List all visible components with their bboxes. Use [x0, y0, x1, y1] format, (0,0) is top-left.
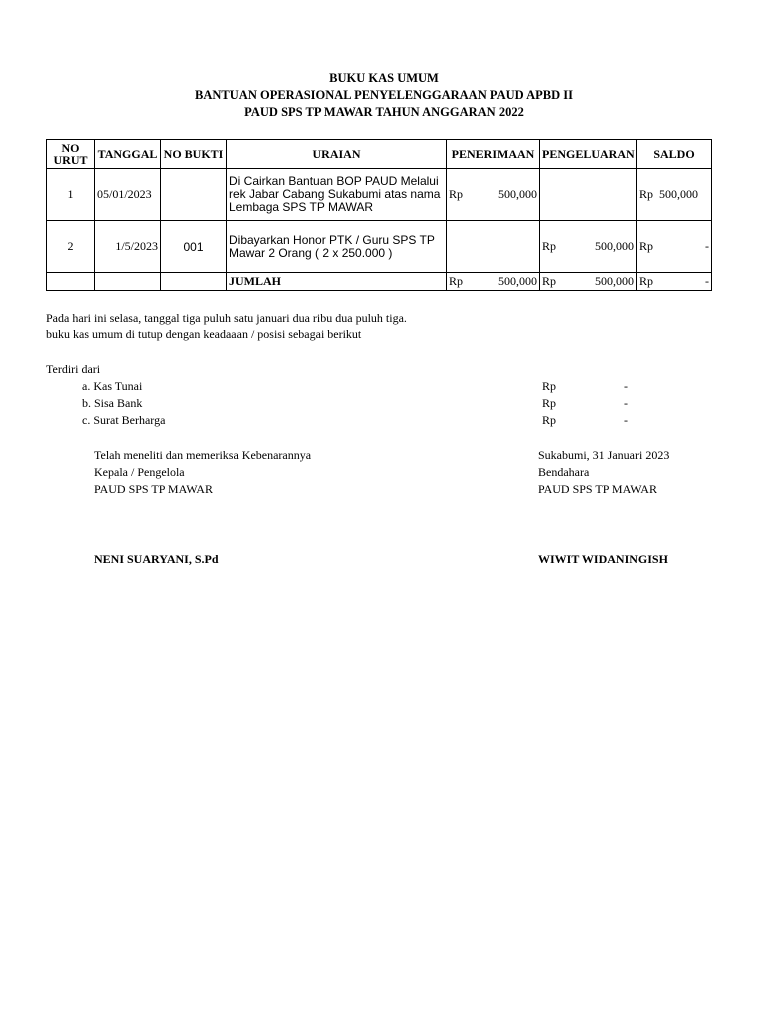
cell-tanggal: 05/01/2023 — [95, 169, 161, 221]
sign-place-date: Sukabumi, 31 Januari 2023 — [538, 448, 670, 462]
sign-org: PAUD SPS TP MAWAR — [538, 482, 657, 496]
cell-empty — [161, 273, 227, 291]
cell-saldo — [637, 169, 712, 221]
breakdown-item-label: c. Surat Berharga — [82, 413, 166, 427]
signatory-name-left: NENI SUARYANI, S.Pd — [94, 552, 219, 566]
col-saldo: SALDO — [637, 140, 712, 169]
breakdown-value-row — [542, 412, 628, 429]
amount: - — [705, 274, 709, 288]
statement-line: buku kas umum di tutup dengan keadaaan / posisi sebagai berikut — [46, 327, 362, 341]
currency-label: Rp — [542, 239, 557, 253]
amount: 500,000 — [659, 187, 699, 201]
total-penerimaan — [447, 273, 540, 291]
col-no-urut: NO URUT — [47, 140, 95, 169]
sign-line: Telah meneliti dan memeriksa Kebenarannya — [94, 448, 312, 462]
cell-bukti: 001 — [161, 221, 227, 273]
amount: 500,000 — [595, 239, 634, 253]
cell-pengeluaran — [540, 221, 637, 273]
amount: - — [705, 239, 709, 253]
cell-no: 1 — [47, 169, 95, 221]
statement-line: Pada hari ini selasa, tanggal tiga puluh satu januari dua ribu dua puluh tiga. — [46, 311, 407, 325]
cell-uraian: Dibayarkan Honor PTK / Guru SPS TP Mawar 2 Orang ( 2 x 250.000 ) — [227, 221, 447, 273]
breakdown-value-row — [542, 395, 628, 412]
col-no-bukti: NO BUKTI — [161, 140, 227, 169]
currency-label: Rp — [542, 413, 557, 427]
cell-uraian: Di Cairkan Bantuan BOP PAUD Melalui rek Jabar Cabang Sukabumi atas nama Lembaga SPS TP MAWAR — [227, 169, 447, 221]
col-pengeluaran: PENGELUARAN — [540, 140, 637, 169]
signature-block-right — [538, 447, 669, 498]
breakdown-item-label: b. Sisa Bank — [82, 396, 143, 410]
total-saldo — [637, 273, 712, 291]
sign-role: Bendahara — [538, 465, 590, 479]
breakdown-label: Terdiri dari — [46, 362, 101, 376]
cell-penerimaan — [447, 221, 540, 273]
sign-role: Kepala / Pengelola — [94, 465, 185, 479]
currency-label: Rp — [639, 239, 654, 253]
cell-penerimaan — [447, 169, 540, 221]
currency-label: Rp — [542, 274, 557, 288]
currency-label: Rp — [449, 274, 464, 288]
col-tanggal: TANGGAL — [95, 140, 161, 169]
signatory-name-right: WIWIT WIDANINGISH — [538, 552, 668, 566]
table-row — [47, 221, 712, 273]
amount: - — [624, 379, 628, 393]
table-row — [47, 169, 712, 221]
document-header — [0, 70, 768, 121]
amount: 500,000 — [498, 187, 537, 201]
total-label: JUMLAH — [227, 273, 447, 291]
cell-pengeluaran — [540, 169, 637, 221]
signature-block-left — [94, 447, 311, 498]
cell-tanggal: 1/5/2023 — [95, 221, 161, 273]
subtitle: BANTUAN OPERASIONAL PENYELENGGARAAN PAUD APBD II — [195, 88, 573, 102]
subtitle-year: PAUD SPS TP MAWAR TAHUN ANGGARAN 2022 — [244, 105, 524, 119]
breakdown-value-row — [542, 378, 628, 395]
breakdown-values — [542, 378, 628, 429]
cell-saldo — [637, 221, 712, 273]
cell-empty — [95, 273, 161, 291]
table-header-row — [47, 140, 712, 169]
amount: - — [624, 396, 628, 410]
closing-statement — [46, 310, 407, 342]
currency-label: Rp — [639, 274, 654, 288]
breakdown-item-label: a. Kas Tunai — [82, 379, 143, 393]
amount: 500,000 — [595, 274, 634, 288]
table-total-row — [47, 273, 712, 291]
currency-label: Rp — [449, 187, 464, 201]
total-pengeluaran — [540, 273, 637, 291]
currency-label: Rp — [639, 187, 654, 201]
amount: - — [624, 413, 628, 427]
sign-org: PAUD SPS TP MAWAR — [94, 482, 213, 496]
currency-label: Rp — [542, 379, 557, 393]
breakdown-items — [82, 378, 165, 429]
cell-bukti — [161, 169, 227, 221]
cash-ledger-table — [46, 139, 712, 291]
amount: 500,000 — [498, 274, 537, 288]
cell-empty — [47, 273, 95, 291]
title: BUKU KAS UMUM — [329, 71, 439, 85]
col-penerimaan: PENERIMAAN — [447, 140, 540, 169]
cell-no: 2 — [47, 221, 95, 273]
currency-label: Rp — [542, 396, 557, 410]
col-uraian: URAIAN — [227, 140, 447, 169]
